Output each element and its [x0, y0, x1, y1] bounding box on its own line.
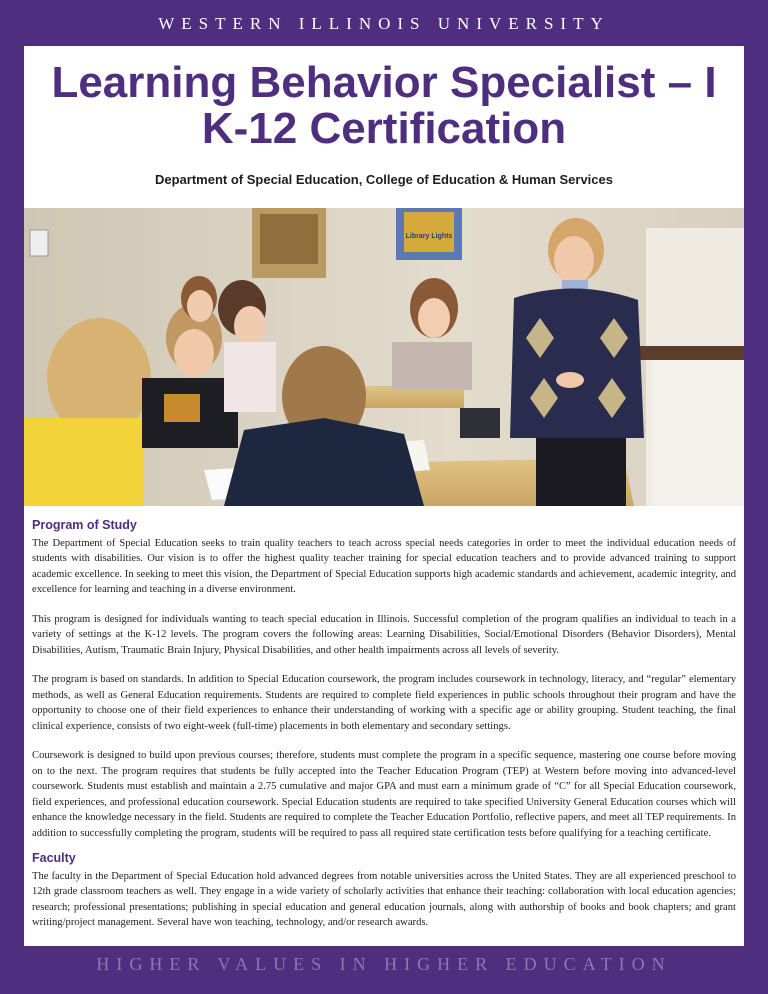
faculty-heading: Faculty	[32, 851, 76, 865]
classroom-photo-illustration	[24, 208, 744, 506]
program-paragraph-3: The program is based on standards. In addition to Special Education coursework, the program includes coursework in technology, literacy, and “regular” elementary methods, as well as General Education requirements. Students are required to complete field experiences in public schools throughout their program and have the opportunity to choose one of their field experiences to enhance their understanding of working with a specific age or ability grouping. Student teaching, the final clinical experience, consists of two eight-week (full-time) placements in both elementary and secondary settings.	[32, 674, 736, 732]
page-title	[24, 60, 744, 152]
program-paragraph-4: Coursework is designed to build upon previous courses; therefore, students must complete the program in a specific sequence, mastering one course before moving on to the next. The program requires that students be fully accepted into the Teacher Education Program (TEP) at Western before moving into advanced-level coursework. Students must establish and maintain a 2.75 cumulative and major GPA and must earn a minimum grade of “C” for all Special Education coursework, field experiences, and professional education coursework. Special Education students are required to take specified University General Education courses which will enhance the knowledge necessary in the field. Students are required to complete the Teacher Education Portfolio, reflective papers, and meet all TEP requirements. In addition to successfully completing the program, students will be required to pass all required state certification tests before qualifying for a teaching certificate.	[32, 750, 736, 839]
program-paragraph-1: The Department of Special Education seeks to train quality teachers to teach across special needs categories in order to meet the individual education needs of students with disabilities. Our vision is to offer the highest quality teacher training for special education teachers and to provide advanced training to support academic excellence. In seeking to meet this vision, the Department of Special Education supports high academic standards and achievement, academic integrity, and excellence for learning and teaching in a diverse environment.	[32, 537, 736, 595]
department-subtitle: Department of Special Education, College of Education & Human Services	[155, 172, 613, 187]
main-content	[32, 518, 736, 945]
classroom-photo	[24, 208, 744, 506]
faculty-paragraph-1: The faculty in the Department of Special Education hold advanced degrees from notable universities across the United States. They are all experienced preschool to 12th grade classroom teachers as well. They engage in a wide variety of scholarly activities that enhance their teaching: collaboration with local education agencies; research; professional presentations; publishing in special education and general education journals, along with authorship of books and book chapters; and grant writing/project management. Several have won teaching, technology, and/or research awards.	[32, 870, 736, 928]
university-banner: WESTERN ILLINOIS UNIVERSITY	[0, 0, 768, 46]
poster-label: Library Lights	[405, 233, 453, 240]
program-of-study-heading: Program of Study	[32, 518, 137, 532]
title-line-1: Learning Behavior Specialist – I	[51, 58, 717, 107]
program-paragraph-2: This program is designed for individuals wanting to teach special education in Illinois. Successful completion of the program qualifies an individual to teach in a variety of settings at the K-12 levels. The program covers the following areas: Learning Disabilities, Social/Emotional Disorders (Behavior Disorders), Mental Disabilities, Autism, Traumatic Brain Injury, Physical Disabilities, and other health impairments across all levels of severity.	[32, 613, 736, 656]
title-line-2: K-12 Certification	[201, 104, 567, 153]
footer-tagline: HIGHER VALUES IN HIGHER EDUCATION	[96, 954, 672, 974]
